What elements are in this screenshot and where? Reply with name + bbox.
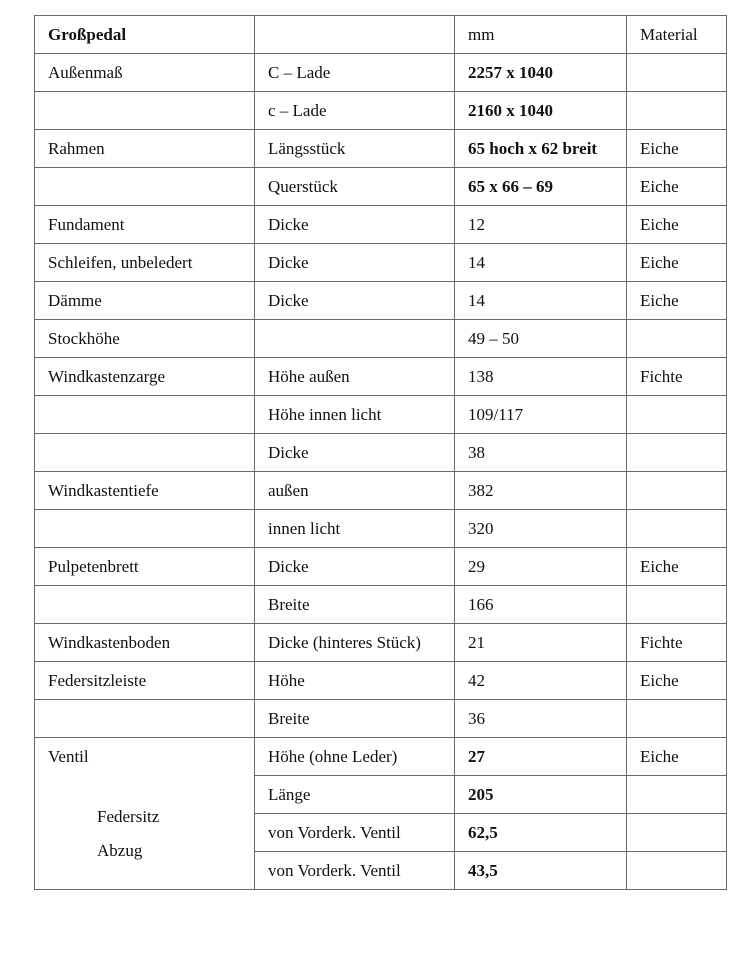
part-cell: Stockhöhe [35,320,255,358]
mm-cell: 21 [455,624,627,662]
part-cell [35,510,255,548]
detail-cell: Breite [255,700,455,738]
detail-cell: außen [255,472,455,510]
material-cell [627,472,727,510]
detail-cell: Dicke [255,244,455,282]
material-cell: Eiche [627,206,727,244]
mm-cell: 382 [455,472,627,510]
mm-cell: 166 [455,586,627,624]
material-cell: Eiche [627,244,727,282]
material-cell: Eiche [627,282,727,320]
material-cell: Eiche [627,548,727,586]
header-part: Großpedal [35,16,255,54]
detail-cell: c – Lade [255,92,455,130]
table-row [35,206,727,244]
material-cell [627,700,727,738]
part-cell: Schleifen, unbeledert [35,244,255,282]
material-cell: Eiche [627,130,727,168]
part-cell: Fundament [35,206,255,244]
mm-cell: 205 [455,776,627,814]
part-cell-ventil [35,738,255,890]
part-cell: Windkastenzarge [35,358,255,396]
material-cell: Eiche [627,662,727,700]
detail-cell: Breite [255,586,455,624]
mm-cell: 14 [455,282,627,320]
table-row [35,92,727,130]
material-cell [627,396,727,434]
detail-cell: Dicke [255,206,455,244]
mm-cell: 109/117 [455,396,627,434]
table-row [35,510,727,548]
material-cell [627,510,727,548]
table-row [35,168,727,206]
detail-cell: Dicke [255,548,455,586]
mm-cell: 65 hoch x 62 breit [455,130,627,168]
mm-cell: 2160 x 1040 [455,92,627,130]
header-unit: mm [455,16,627,54]
header-detail [255,16,455,54]
table-row [35,130,727,168]
detail-cell: von Vorderk. Ventil [255,852,455,890]
part-cell [35,92,255,130]
abzug-label: Abzug [97,841,143,860]
mm-cell: 27 [455,738,627,776]
material-cell [627,434,727,472]
part-cell [35,434,255,472]
table-row [35,586,727,624]
part-cell: Federsitzleiste [35,662,255,700]
table-row [35,738,727,776]
material-cell [627,776,727,814]
mm-cell: 138 [455,358,627,396]
mm-cell: 12 [455,206,627,244]
detail-cell: von Vorderk. Ventil [255,814,455,852]
table-row [35,396,727,434]
part-cell [35,396,255,434]
part-label: Ventil [48,747,89,766]
mm-cell: 2257 x 1040 [455,54,627,92]
detail-cell: C – Lade [255,54,455,92]
part-cell [35,700,255,738]
table-row [35,244,727,282]
header-row [35,16,727,54]
mm-cell: 14 [455,244,627,282]
part-cell: Dämme [35,282,255,320]
table-row [35,434,727,472]
detail-cell: innen licht [255,510,455,548]
detail-cell: Höhe (ohne Leder) [255,738,455,776]
mm-cell: 62,5 [455,814,627,852]
detail-cell: Dicke (hinteres Stück) [255,624,455,662]
mm-cell: 49 – 50 [455,320,627,358]
part-cell [35,168,255,206]
table-row [35,548,727,586]
table-row [35,358,727,396]
table-row [35,320,727,358]
table-row [35,282,727,320]
table-row [35,662,727,700]
table-row [35,472,727,510]
specification-table [34,15,727,890]
part-cell: Pulpetenbrett [35,548,255,586]
mm-cell: 42 [455,662,627,700]
material-cell: Fichte [627,358,727,396]
mm-cell: 36 [455,700,627,738]
part-cell [35,586,255,624]
part-cell: Rahmen [35,130,255,168]
detail-cell [255,320,455,358]
detail-cell: Längsstück [255,130,455,168]
material-cell: Eiche [627,738,727,776]
part-cell: Außenmaß [35,54,255,92]
header-material: Material [627,16,727,54]
material-cell [627,320,727,358]
material-cell [627,54,727,92]
detail-cell: Höhe [255,662,455,700]
mm-cell: 320 [455,510,627,548]
material-cell: Fichte [627,624,727,662]
mm-cell: 65 x 66 – 69 [455,168,627,206]
detail-cell: Höhe außen [255,358,455,396]
part-cell: Windkastentiefe [35,472,255,510]
mm-cell: 38 [455,434,627,472]
detail-cell: Höhe innen licht [255,396,455,434]
material-cell: Eiche [627,168,727,206]
detail-cell: Dicke [255,282,455,320]
table-row [35,624,727,662]
mm-cell: 43,5 [455,852,627,890]
material-cell [627,852,727,890]
table-row [35,54,727,92]
material-cell [627,92,727,130]
federsitz-label: Federsitz [97,807,160,826]
mm-cell: 29 [455,548,627,586]
part-cell: Windkastenboden [35,624,255,662]
detail-cell: Länge [255,776,455,814]
material-cell [627,814,727,852]
detail-cell: Dicke [255,434,455,472]
material-cell [627,586,727,624]
table-row [35,700,727,738]
detail-cell: Querstück [255,168,455,206]
